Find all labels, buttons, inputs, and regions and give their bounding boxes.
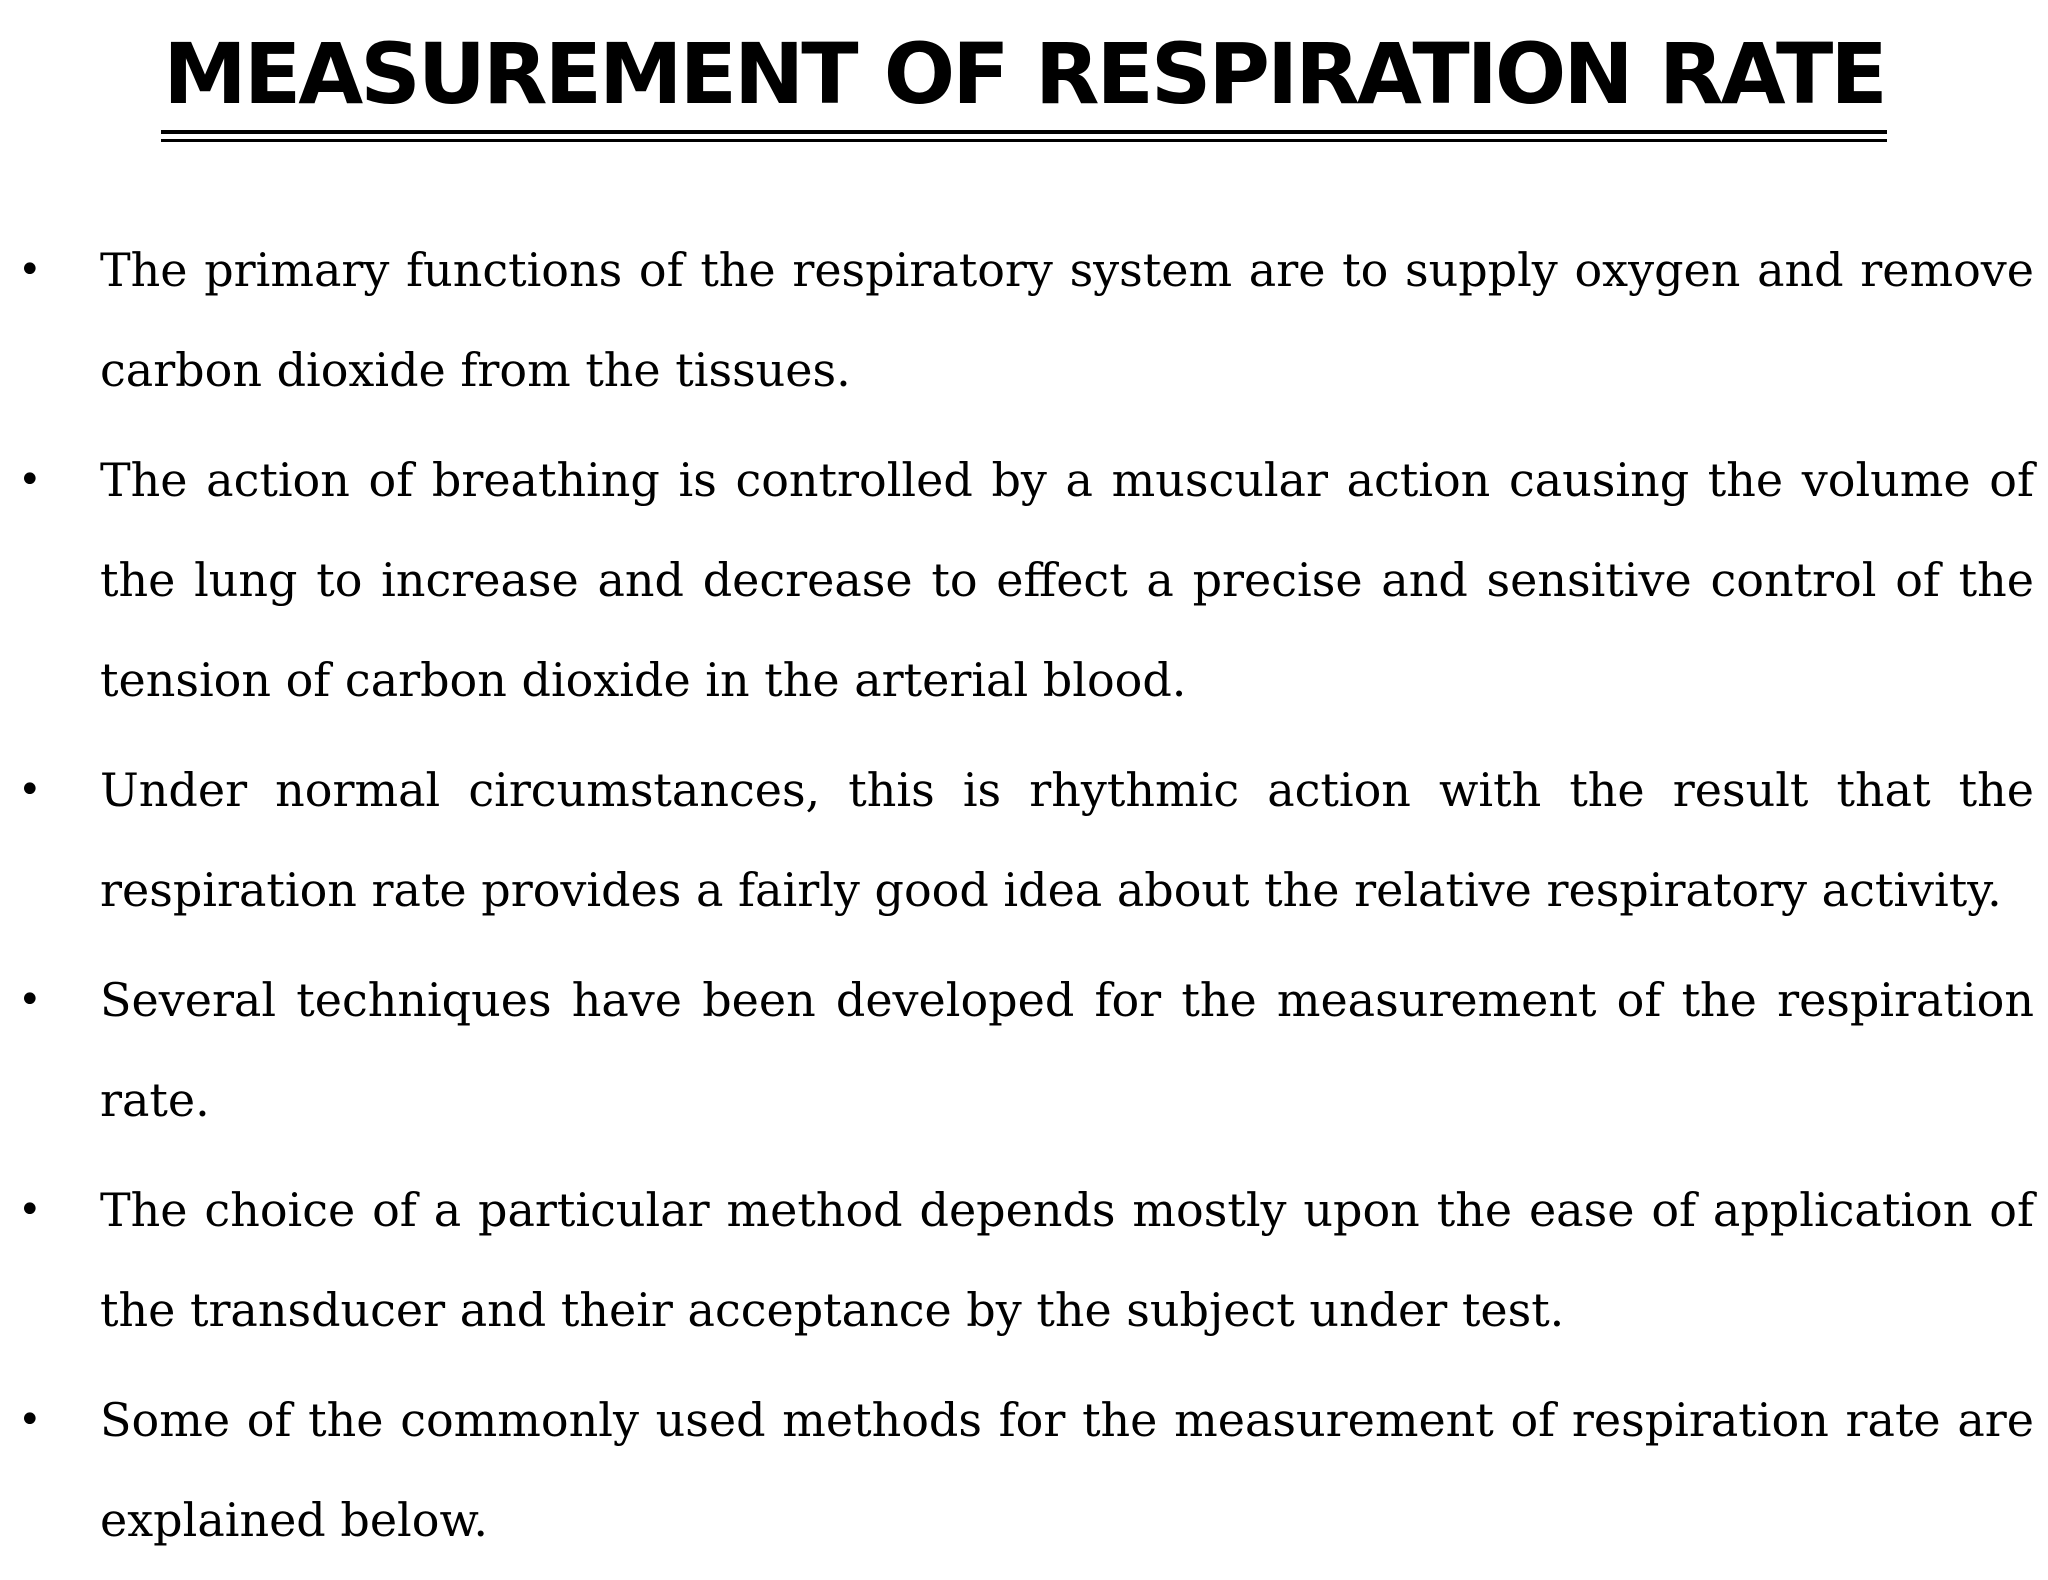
bullet-icon: • (18, 457, 42, 503)
bullet-text: Several techniques have been developed for the measurement of the respiration rate. (100, 973, 2034, 1127)
bullet-icon: • (18, 1397, 42, 1443)
bullet-list (0, 220, 2048, 1580)
bullet-icon: • (18, 977, 42, 1023)
bullet-item-2 (0, 430, 2048, 730)
bullet-text: The primary functions of the respiratory system are to supply oxygen and remove carbon dioxide from the tissues. (100, 243, 2034, 397)
bullet-text: The choice of a particular method depends mostly upon the ease of application of the transducer and their acceptance by the subject under test. (100, 1183, 2034, 1337)
bullet-item-6 (0, 1370, 2048, 1570)
bullet-text: Under normal circumstances, this is rhythmic action with the result that the respiration rate provides a fairly good idea about the relative respiratory activity. (100, 763, 2034, 917)
bullet-text: The action of breathing is controlled by a muscular action causing the volume of the lung to increase and decrease to effect a precise and sensitive control of the tension of carbon dioxide in the arterial blood. (100, 453, 2034, 707)
bullet-item-3 (0, 740, 2048, 940)
bullet-icon: • (18, 1187, 42, 1233)
slide-title: MEASUREMENT OF RESPIRATION RATE (161, 24, 1887, 134)
title-container (0, 24, 2048, 134)
bullet-icon: • (18, 767, 42, 813)
bullet-item-5 (0, 1160, 2048, 1360)
bullet-item-4 (0, 950, 2048, 1150)
bullet-text: Some of the commonly used methods for the measurement of respiration rate are explained below. (100, 1393, 2034, 1547)
bullet-item-1 (0, 220, 2048, 420)
bullet-icon: • (18, 247, 42, 293)
